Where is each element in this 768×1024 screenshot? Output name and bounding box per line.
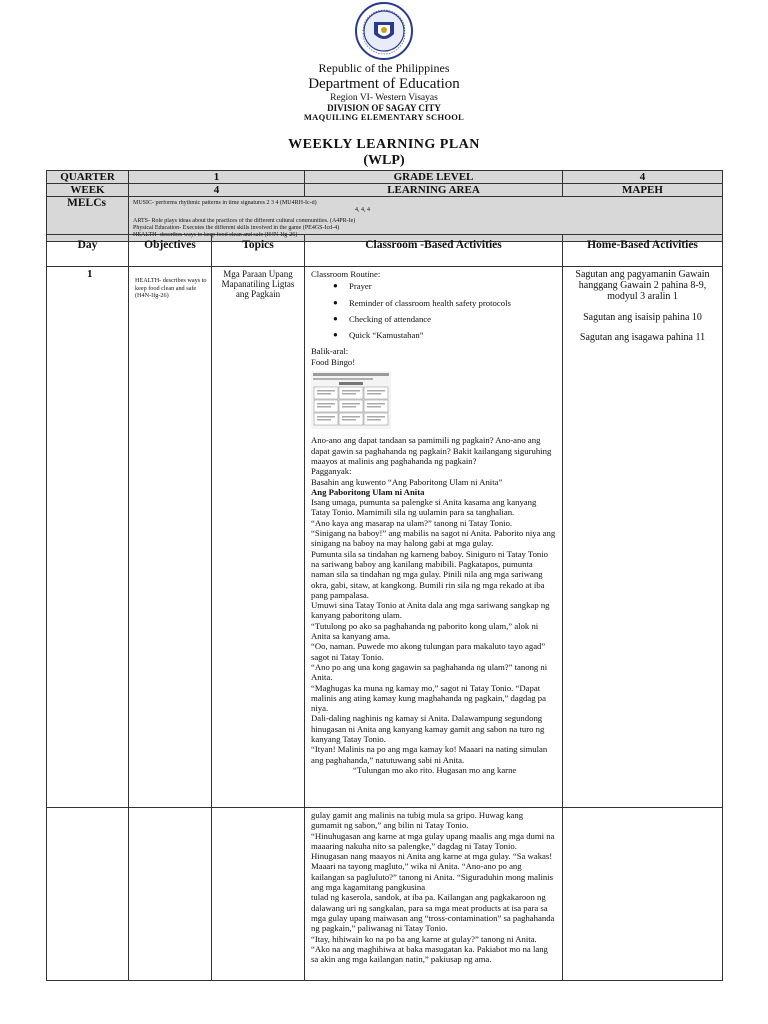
story-paragraph: “Hinuhugasan ang karne at mga gulay upang maalis ang mga dumi na maaaring nakuha nito sa palengke,” dagdag ni Tatay Tonio. bbox=[311, 830, 555, 851]
topic-cell: Mga Paraan Upang Mapanatiling Ligtas ang Pagkain bbox=[212, 267, 305, 808]
story-paragraph: “Ityan! Malinis na po ang mga kamay ko! Maaari na nating simulan ang paghahanda,” natutuwang sabi ni Anita. bbox=[311, 744, 548, 765]
day-1-row bbox=[47, 267, 723, 808]
food-bingo-card-image bbox=[311, 371, 391, 429]
topic-cell-empty bbox=[212, 808, 305, 981]
story-paragraph-cut: “Tulungan mo ako rito. Hugasan mo ang karne bbox=[353, 764, 517, 775]
classroom-header: Classroom -Based Activities bbox=[305, 235, 563, 267]
list-item: ● Reminder of classroom health safety protocols bbox=[333, 298, 556, 308]
document-subtitle: (WLP) bbox=[363, 153, 405, 168]
plan-table bbox=[46, 234, 723, 981]
school-heading: MAQUILING ELEMENTARY SCHOOL bbox=[303, 112, 465, 122]
melcs-label: MELCs bbox=[47, 197, 129, 242]
home-activity: Sagutan ang isagawa pahina 11 bbox=[579, 331, 706, 343]
review-questions: Ano-ano ang dapat tandaan sa pamimili ng pagkain? Ano-ano ang dapat gawin sa paghahanda ng pagkain? Bakit kailangang siguruhing maayos at malinis ang paghahanda ng pagkain? bbox=[311, 435, 552, 466]
routine-title: Classroom Routine: bbox=[311, 269, 381, 279]
grade-level-label: GRADE LEVEL bbox=[305, 171, 563, 184]
home-activity: Sagutan ang pagyamanin Gawain hanggang Gawain 2 pahina 8-9, modyul 3 aralin 1 bbox=[575, 269, 710, 303]
list-item: ● Prayer bbox=[333, 281, 556, 291]
objective-cell-empty bbox=[129, 808, 212, 981]
quarter-label: QUARTER bbox=[47, 171, 129, 184]
learning-area-value: MAPEH bbox=[563, 184, 723, 197]
story-paragraph: tulad ng kaserola, sandok, at iba pa. Kailangan ang pagkakaroon ng dalawang uri ng sangkalan, para sa mga meat products at isa para sa mga gulay upang maiwasan ang “tross-contamination” sa paghahanda ng pagkain,” paliwanag ni Tatay Tonio. bbox=[311, 892, 555, 934]
review-title: Balik-aral: bbox=[311, 346, 349, 357]
home-activity: Sagutan ang isaisip pahina 10 bbox=[583, 311, 702, 323]
story-paragraph: Isang umaga, pumunta sa palengke si Anita kasama ang kanyang Tatay Tonio. Mamimili sila ng uulamin para sa tanghalian. bbox=[311, 497, 537, 518]
deped-seal-logo bbox=[355, 2, 413, 60]
republic-heading: Republic of the Philippines bbox=[318, 61, 450, 75]
objectives-header: Objectives bbox=[129, 235, 212, 267]
document-title: WEEKLY LEARNING PLAN bbox=[288, 137, 480, 152]
division-heading: DIVISION OF SAGAY CITY bbox=[327, 103, 441, 113]
story-paragraph: Umuwi sina Tatay Tonio at Anita dala ang mga sariwang sangkap ng kanyang paboritong ulam. bbox=[311, 600, 550, 621]
story-paragraph: “Maghugas ka muna ng kamay mo,” sagot ni Tatay Tonio. “Dapat malinis ang ating kamay kung maghahanda ng pagkain,” dagdag pa niya. bbox=[311, 682, 546, 714]
melc-music: MUSIC- performs rhythmic patterns in time signatures 2 3 4 (MU4RH-Ic-d) bbox=[133, 200, 317, 206]
quarter-value: 1 bbox=[129, 171, 305, 184]
story-paragraph: “Tutulong po ako sa paghahanda ng paborito kong ulam,” alok ni Anita sa kanyang ama. bbox=[311, 620, 539, 642]
plan-header-row bbox=[47, 235, 723, 267]
day-number: 1 bbox=[47, 267, 129, 808]
list-item: ● Checking of attendance bbox=[333, 314, 556, 324]
story-paragraph: Dali-daling naghinis ng kamay si Anita. Dalawampung segundong hinugasan ni Anita ang kanyang kamay gamit ang sabon na turo ng kanyang Tatay Tonio. bbox=[311, 713, 545, 744]
day-cell-empty bbox=[47, 808, 129, 981]
objective-cell: HEALTH- describes ways to keep food clean and safe (H4N-Ifg-26) bbox=[129, 267, 212, 808]
learning-area-label: LEARNING AREA bbox=[305, 184, 563, 197]
motivation-text: Basahin ang kuwento “Ang Paboritong Ulam ni Anita” bbox=[311, 476, 503, 487]
list-item: ● Quick “Kamustahan” bbox=[333, 330, 556, 340]
melc-arts: ARTS- Role plays ideas about the practices of the different cultural communities. (A4PR-Ie) bbox=[133, 218, 356, 224]
story-title: Ang Paboritong Ulam ni Anita bbox=[311, 486, 425, 497]
story-paragraph: “Ano kaya ang masarap na ulam?” tanong ni Tatay Tonio. bbox=[311, 517, 513, 528]
week-row bbox=[47, 184, 723, 197]
story-paragraph: “Ako na ang maghihiwa at baka masugatan ka. Pakiabot mo na lang sa akin ang mga kailangan natin,” pakiusap ng ama. bbox=[311, 943, 548, 965]
topics-header: Topics bbox=[212, 235, 305, 267]
week-label: WEEK bbox=[47, 184, 129, 197]
story-paragraph: gulay gamit ang malinis na tubig mula sa gripo. Huwag kang gumamit ng sabon,” ang bilin ni Tatay Tonio. bbox=[311, 810, 524, 831]
melc-pe: Physical Education- Executes the different skills involved in the game (PE4GS-Icd-4) bbox=[133, 225, 340, 231]
home-activities bbox=[563, 267, 723, 808]
story-paragraph: “Oo, naman. Puwede mo akong tulungan para makaluto tayo agad” sagot ni Tatay Tonio. bbox=[311, 641, 546, 662]
classroom-activities-continued bbox=[305, 808, 563, 981]
story-paragraph: Hinugasan nang maayos ni Anita ang karne at mga gulay. “Sa wakas! Maaari na tayong magluto,” wika ni Anita. “Ano-ano po ang kailangan sa pagluluto?” tanong ni Anita. “Siguraduhin mong malinis ang mga kagamitang pangkusina bbox=[311, 851, 553, 893]
grade-level-value: 4 bbox=[563, 171, 723, 184]
review-game: Food Bingo! bbox=[311, 356, 356, 367]
home-header: Home-Based Activities bbox=[563, 235, 723, 267]
day-header: Day bbox=[47, 235, 129, 267]
story-paragraph: Pumunta sila sa tindahan ng karneng baboy. Siniguro ni Tatay Tonio na sariwang baboy ang kanilang mabibili. Pagkatapos, pumunta naman sila sa tindahan ng mga gulay. Pinili nila ang mga sariwang okra, gabi, sitaw, at kangkong. Bumili rin sila ng mga rekado at iba pang pampalasa. bbox=[311, 548, 549, 600]
info-table bbox=[46, 170, 723, 242]
melc-music-signatures: 4, 4, 4 bbox=[355, 207, 370, 213]
day-1-continued-row bbox=[47, 808, 723, 981]
classroom-activities bbox=[305, 267, 563, 808]
melc-health: HEALTH- describes ways to keep food clean and safe (H4N-Ifg-26) bbox=[133, 232, 298, 238]
week-value: 4 bbox=[129, 184, 305, 197]
department-heading: Department of Education bbox=[308, 76, 460, 92]
quarter-row bbox=[47, 171, 723, 184]
story-paragraph: “Itay, hihiwain ko na po ba ang karne at gulay?” tanong ni Anita. bbox=[311, 933, 537, 944]
region-heading: Region VI- Western Visayas bbox=[330, 93, 438, 103]
motivation-title: Pagganyak: bbox=[311, 466, 352, 477]
home-cell-empty bbox=[563, 808, 723, 981]
story-paragraph: “Sinigang na baboy!” ang mabilis na sagot ni Anita. Paborito niya ang sinigang na baboy na may halong gabi at mga gulay. bbox=[311, 528, 556, 549]
story-paragraph: “Ano po ang una kong gagawin sa paghahanda ng ulam?” tanong ni Anita. bbox=[311, 661, 548, 683]
routine-list bbox=[311, 281, 556, 340]
